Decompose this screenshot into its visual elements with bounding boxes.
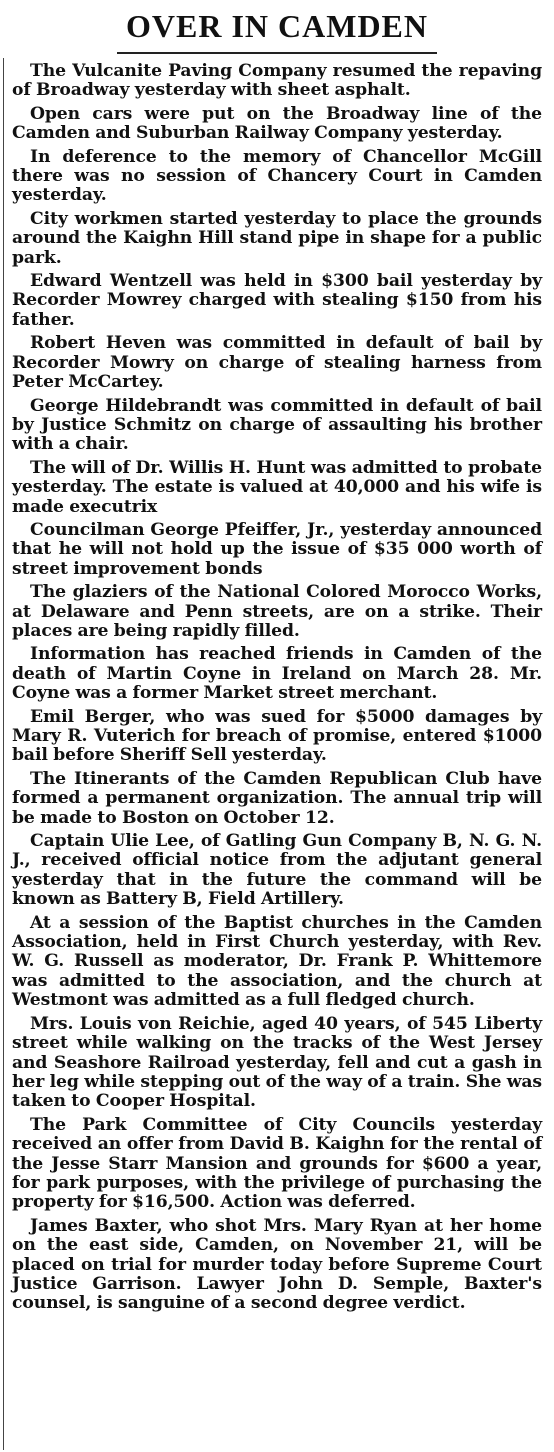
- news-item: Captain Ulie Lee, of Gatling Gun Company B, N. G. N. J., received official notice from the adjutant general yesterday that in the future the command will be known as Battery B, Field Artillery.: [12, 831, 542, 910]
- column-rule: [3, 58, 4, 1450]
- news-item: The Park Committee of City Councils yesterday received an offer from David B. Kaighn for the rental of the Jesse Starr Mansion and grounds for $600 a year, for park purposes, with the privilege of purchasing the property for $16,500. Action was deferred.: [12, 1114, 542, 1213]
- news-item: The Itinerants of the Camden Republican Club have formed a permanent organization. The annual trip will be made to Boston on October 12.: [12, 768, 542, 828]
- news-item: City workmen started yesterday to place the grounds around the Kaighn Hill stand pipe in shape for a public park.: [12, 208, 542, 268]
- news-item: James Baxter, who shot Mrs. Mary Ryan at her home on the east side, Camden, on November 21, will be placed on trial for murder today before Supreme Court Justice Garrison. Lawyer John D. Semple, Baxter's counsel, is sanguine of a second degree verdict.: [12, 1215, 542, 1314]
- news-item: Councilman George Pfeiffer, Jr., yesterday announced that he will not hold up the issue of $35 000 worth of street improvement bonds: [12, 519, 542, 579]
- news-item: Edward Wentzell was held in $300 bail yesterday by Recorder Mowrey charged with stealing $150 from his father.: [12, 271, 542, 330]
- news-item: Emil Berger, who was sued for $5000 damages by Mary R. Vuterich for breach of promise, entered $1000 bail before Sheriff Sell yesterday.: [12, 706, 542, 766]
- news-item: Information has reached friends in Camden of the death of Martin Coyne in Ireland on March 28. Mr. Coyne was a former Market street merchant.: [12, 644, 542, 704]
- headline-underline: [117, 52, 437, 54]
- news-item: The glaziers of the National Colored Morocco Works, at Delaware and Penn streets, are on a strike. Their places are being rapidly filled.: [12, 582, 542, 641]
- news-items: [12, 62, 542, 1314]
- news-item: George Hildebrandt was committed in default of bail by Justice Schmitz on charge of assaulting his brother with a chair.: [12, 395, 542, 455]
- news-item: Open cars were put on the Broadway line of the Camden and Suburban Railway Company yesterday.: [12, 103, 542, 144]
- news-item: Robert Heven was committed in default of bail by Recorder Mowry on charge of stealing harness from Peter McCartey.: [12, 333, 542, 393]
- news-item: Mrs. Louis von Reichie, aged 40 years, of 545 Liberty street while walking on the tracks of the West Jersey and Seashore Railroad yesterday, fell and cut a gash in her leg while stepping out of the way of a train. She was taken to Cooper Hospital.: [12, 1013, 542, 1112]
- news-item: The Vulcanite Paving Company resumed the repaving of Broadway yesterday with sheet asphalt.: [12, 61, 542, 101]
- news-item: At a session of the Baptist churches in the Camden Association, held in First Church yesterday, with Rev. W. G. Russell as moderator, Dr. Frank P. Whittemore was admitted to the association, and the church at Westmont was admitted as a full fledged church.: [12, 912, 542, 1011]
- news-item: The will of Dr. Willis H. Hunt was admitted to probate yesterday. The estate is valued at 40,000 and his wife is made executrix: [12, 457, 542, 517]
- news-item: In deference to the memory of Chancellor McGill there was no session of Chancery Court in Camden yesterday.: [12, 146, 542, 206]
- headline: OVER IN CAMDEN: [126, 8, 428, 44]
